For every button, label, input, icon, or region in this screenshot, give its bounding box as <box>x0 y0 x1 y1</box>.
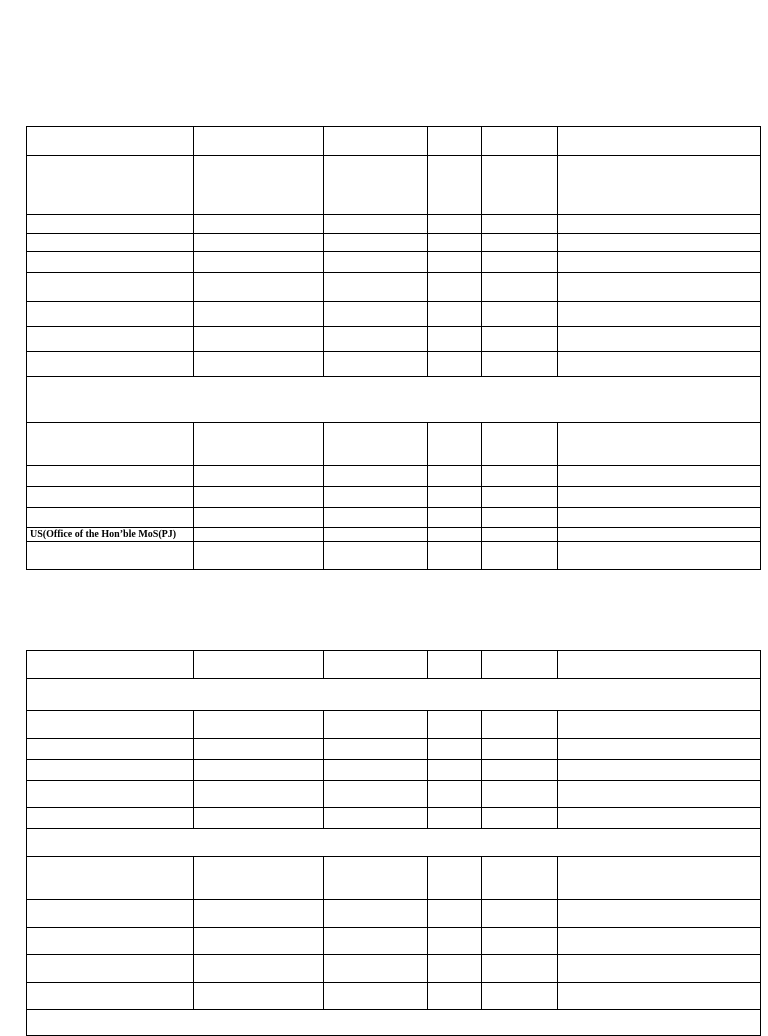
table-cell <box>428 651 482 679</box>
table-cell <box>558 651 761 679</box>
table-row <box>27 127 761 156</box>
table-cell <box>428 327 482 352</box>
table-row <box>27 760 761 781</box>
table-cell <box>27 302 194 327</box>
table-cell <box>27 781 194 808</box>
table-cell <box>482 955 558 983</box>
table-cell <box>27 508 194 528</box>
table-cell <box>27 234 194 252</box>
table-cell <box>324 857 428 900</box>
table-cell <box>194 542 324 570</box>
table-cell <box>27 928 194 955</box>
table-cell <box>558 423 761 466</box>
table-cell <box>482 508 558 528</box>
table-cell <box>482 781 558 808</box>
table-cell <box>428 711 482 739</box>
table-cell <box>558 711 761 739</box>
table-cell <box>194 808 324 829</box>
table-row <box>27 252 761 273</box>
table-cell <box>482 352 558 377</box>
table-cell <box>194 352 324 377</box>
table-cell <box>558 215 761 234</box>
table-cell <box>428 857 482 900</box>
table-cell <box>27 808 194 829</box>
table-row <box>27 739 761 760</box>
table-cell <box>194 711 324 739</box>
table-cell <box>428 487 482 508</box>
table-row <box>27 711 761 739</box>
table-cell <box>558 352 761 377</box>
table-cell <box>324 327 428 352</box>
table-cell <box>324 234 428 252</box>
table-cell <box>194 302 324 327</box>
table-cell <box>324 808 428 829</box>
table-cell <box>482 156 558 215</box>
table-cell <box>482 423 558 466</box>
table-cell <box>428 423 482 466</box>
table-cell <box>428 352 482 377</box>
table-cell <box>324 352 428 377</box>
table-cell <box>482 466 558 487</box>
table-row <box>27 781 761 808</box>
table-cell <box>27 983 194 1010</box>
table-cell <box>324 508 428 528</box>
table-cell <box>27 857 194 900</box>
table-cell <box>27 651 194 679</box>
table-row <box>27 528 761 542</box>
table-cell <box>558 528 761 542</box>
table-cell <box>482 302 558 327</box>
table-cell <box>482 273 558 302</box>
table-row <box>27 273 761 302</box>
table-cell <box>558 983 761 1010</box>
table-cell <box>194 739 324 760</box>
table-row <box>27 508 761 528</box>
table-cell <box>27 760 194 781</box>
table-cell <box>324 542 428 570</box>
table-cell <box>27 711 194 739</box>
table-cell <box>558 900 761 928</box>
table-row <box>27 900 761 928</box>
table-row <box>27 487 761 508</box>
table-cell <box>324 983 428 1010</box>
table-cell <box>558 252 761 273</box>
table-cell <box>482 127 558 156</box>
office-label-cell: US(Office of the Hon’ble MoS(PJ) <box>27 528 194 542</box>
table-cell <box>194 156 324 215</box>
table-cell <box>558 542 761 570</box>
table-row <box>27 234 761 252</box>
table-cell <box>558 273 761 302</box>
table-cell <box>194 234 324 252</box>
table-cell <box>482 857 558 900</box>
table-cell <box>428 156 482 215</box>
table-cell <box>27 955 194 983</box>
table-cell <box>428 983 482 1010</box>
table-cell <box>482 542 558 570</box>
table-1 <box>26 126 761 570</box>
table-cell <box>324 215 428 234</box>
table-cell <box>324 900 428 928</box>
table-cell <box>482 760 558 781</box>
table-cell <box>27 252 194 273</box>
table-cell <box>194 928 324 955</box>
table-cell <box>324 651 428 679</box>
table-cell <box>428 928 482 955</box>
table-cell <box>428 760 482 781</box>
table-row <box>27 302 761 327</box>
table-row <box>27 156 761 215</box>
table-cell <box>482 711 558 739</box>
table-cell <box>558 760 761 781</box>
table-cell <box>194 508 324 528</box>
table-cell <box>194 900 324 928</box>
table-row <box>27 808 761 829</box>
table-cell <box>482 808 558 829</box>
table-cell <box>194 781 324 808</box>
table-cell <box>324 127 428 156</box>
table-cell <box>27 127 194 156</box>
table-cell <box>558 955 761 983</box>
table-cell <box>482 528 558 542</box>
table-cell <box>428 127 482 156</box>
table-cell <box>324 928 428 955</box>
table-cell <box>324 955 428 983</box>
table-cell <box>324 273 428 302</box>
table-cell <box>482 487 558 508</box>
table-section-row <box>27 679 761 711</box>
table-cell <box>324 156 428 215</box>
table-cell <box>194 955 324 983</box>
table-cell <box>324 739 428 760</box>
table-cell <box>194 273 324 302</box>
table-section-row <box>27 377 761 423</box>
table-cell <box>482 900 558 928</box>
table-cell <box>324 487 428 508</box>
table-cell <box>482 928 558 955</box>
table-row <box>27 215 761 234</box>
table-cell <box>324 528 428 542</box>
table-row <box>27 955 761 983</box>
table-cell <box>194 252 324 273</box>
table-cell <box>428 900 482 928</box>
table-cell <box>558 928 761 955</box>
table-cell <box>324 711 428 739</box>
table-cell <box>194 423 324 466</box>
table-cell <box>428 252 482 273</box>
table-cell <box>324 466 428 487</box>
table-cell <box>558 857 761 900</box>
table-cell <box>27 215 194 234</box>
table-cell <box>428 808 482 829</box>
table-cell <box>428 955 482 983</box>
table-row <box>27 466 761 487</box>
table-cell <box>27 327 194 352</box>
table-cell <box>482 983 558 1010</box>
table-cell <box>428 234 482 252</box>
table-cell <box>558 327 761 352</box>
table-cell <box>482 739 558 760</box>
table-cell <box>194 466 324 487</box>
table-row <box>27 352 761 377</box>
table-cell <box>324 252 428 273</box>
table-cell <box>482 327 558 352</box>
table-cell <box>428 508 482 528</box>
table-cell <box>324 302 428 327</box>
table-cell <box>27 829 761 857</box>
table-cell <box>27 273 194 302</box>
table-cell <box>27 352 194 377</box>
table-cell <box>324 760 428 781</box>
table-cell <box>428 273 482 302</box>
table-cell <box>27 466 194 487</box>
table-row <box>27 651 761 679</box>
table-cell <box>324 781 428 808</box>
table-cell <box>558 739 761 760</box>
table-cell <box>558 508 761 528</box>
table-cell <box>27 423 194 466</box>
table-cell <box>482 252 558 273</box>
table-cell <box>558 156 761 215</box>
table-cell <box>428 466 482 487</box>
table-cell <box>194 127 324 156</box>
table-cell <box>428 215 482 234</box>
table-cell <box>558 234 761 252</box>
table-cell <box>194 327 324 352</box>
table-cell <box>428 739 482 760</box>
table-cell <box>558 466 761 487</box>
table-cell <box>482 234 558 252</box>
table-row <box>27 542 761 570</box>
table-cell <box>482 651 558 679</box>
table-cell <box>428 542 482 570</box>
table-cell <box>27 739 194 760</box>
table-cell <box>428 302 482 327</box>
table-row <box>27 983 761 1010</box>
table-cell <box>324 423 428 466</box>
table-row <box>27 857 761 900</box>
table-cell <box>27 542 194 570</box>
table-cell <box>194 857 324 900</box>
table-cell <box>558 781 761 808</box>
table-2 <box>26 650 761 1036</box>
table-cell <box>194 651 324 679</box>
table-cell <box>194 487 324 508</box>
table-cell <box>27 487 194 508</box>
table-cell <box>194 760 324 781</box>
table-cell <box>27 377 761 423</box>
table-section-row <box>27 1010 761 1036</box>
table-cell <box>428 781 482 808</box>
table-cell <box>558 487 761 508</box>
table-row <box>27 423 761 466</box>
table-cell <box>194 215 324 234</box>
table-cell <box>194 528 324 542</box>
table-cell <box>27 156 194 215</box>
table-row <box>27 327 761 352</box>
table-cell <box>27 679 761 711</box>
table-cell <box>558 127 761 156</box>
table-row <box>27 928 761 955</box>
table-cell <box>428 528 482 542</box>
table-cell <box>558 808 761 829</box>
table-cell <box>194 983 324 1010</box>
table-cell <box>482 215 558 234</box>
table-cell <box>27 900 194 928</box>
table-cell <box>558 302 761 327</box>
table-section-row <box>27 829 761 857</box>
table-cell <box>27 1010 761 1036</box>
